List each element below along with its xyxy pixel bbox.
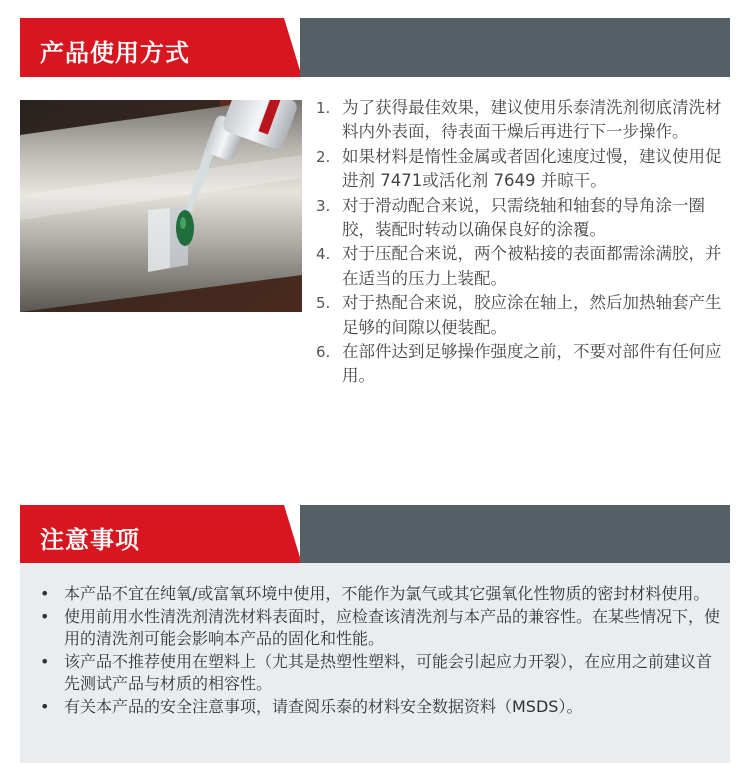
usage-title-block: [20, 18, 278, 77]
list-item: [316, 291, 730, 340]
list-item: [40, 696, 720, 718]
precautions-header-bar: [300, 505, 730, 564]
precautions-section-header: [20, 505, 730, 564]
step-text: 为了获得最佳效果，建议使用乐泰清洗剂彻底清洗材料内外表面，待表面干燥后再进行下一步操作。: [342, 98, 722, 142]
list-item: [40, 583, 720, 605]
shaft-adhesive-illustration: [20, 100, 302, 312]
usage-header-bar: [300, 18, 730, 77]
precaution-text: 该产品不推荐使用在塑料上（尤其是热塑性塑料，可能会引起应力开裂），在应用之前建议首先测试产品与材质的相容性。: [64, 652, 713, 693]
step-number: 2.: [316, 147, 331, 166]
step-text: 在部件达到足够操作强度之前，不要对部件有任何应用。: [342, 342, 722, 386]
list-item: [316, 96, 730, 145]
list-item: [40, 651, 720, 695]
precautions-title: 注意事项: [40, 526, 140, 554]
application-photo: [20, 100, 302, 312]
usage-section-header: [20, 18, 730, 77]
usage-steps-list: [316, 96, 730, 389]
step-number: 3.: [316, 196, 331, 215]
list-item: [316, 194, 730, 243]
banner-slant-shape: [274, 18, 302, 77]
usage-title: 产品使用方式: [40, 39, 190, 67]
banner-slant-shape: [274, 505, 302, 564]
bullet-marker: •: [40, 697, 50, 716]
step-text: 如果材料是惰性金属或者固化速度过慢，建议使用促进剂 7471或活化剂 7649 并晾干。: [342, 146, 722, 191]
step-number: 5.: [316, 294, 331, 313]
list-item: [40, 606, 720, 650]
list-item: [316, 340, 730, 389]
precautions-panel: [20, 563, 730, 763]
precautions-title-block: [20, 505, 278, 564]
step-text: 对于热配合来说，胶应涂在轴上，然后加热轴套产生足够的间隙以便装配。: [342, 293, 722, 337]
step-text: 对于压配合来说，两个被粘接的表面都需涂满胶，并在适当的压力上装配。: [342, 244, 722, 288]
precautions-list: [40, 583, 720, 719]
precaution-text: 使用前用水性清洗剂清洗材料表面时，应检查该清洗剂与本产品的兼容性。在某些情况下，使用的清洗剂可能会影响本产品的固化和性能。: [64, 607, 721, 648]
bullet-marker: •: [40, 584, 50, 603]
bullet-marker: •: [40, 652, 50, 671]
list-item: [316, 242, 730, 291]
step-number: 1.: [316, 99, 331, 117]
list-item: [316, 145, 730, 194]
step-number: 4.: [316, 245, 331, 264]
step-number: 6.: [316, 343, 331, 362]
precaution-text: 本产品不宜在纯氧/或富氧环境中使用，不能作为氯气或其它强氧化性物质的密封材料使用。: [64, 584, 710, 603]
bullet-marker: •: [40, 607, 50, 626]
step-text: 对于滑动配合来说，只需绕轴和轴套的导角涂一圈胶，装配时转动以确保良好的涂覆。: [342, 195, 705, 240]
precaution-text: 有关本产品的安全注意事项，请查阅乐泰的材料安全数据资料（MSDS）。: [64, 697, 583, 716]
